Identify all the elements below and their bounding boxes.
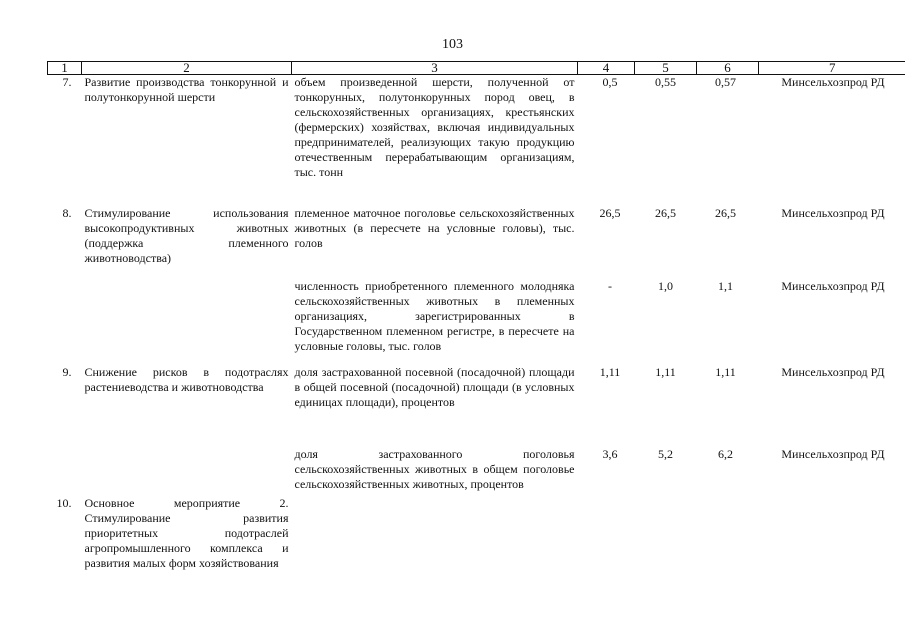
- table-row: [48, 279, 905, 365]
- value-col-6: 6,2: [718, 447, 733, 461]
- executor: Минсельхозпрод РД: [781, 447, 885, 461]
- measure-name: [82, 279, 292, 365]
- value-col-6: [697, 496, 759, 576]
- value-col-4: 3,6: [602, 447, 618, 461]
- table-row: [48, 496, 905, 576]
- row-number: [48, 279, 82, 365]
- executor: Минсельхозпрод РД: [781, 206, 885, 220]
- value-col-4: 1,11: [599, 365, 621, 379]
- value-col-5: 5,2: [658, 447, 673, 461]
- page-number: 103: [442, 37, 463, 52]
- indicator-description: доля застрахованного поголовья сельскохозяйственных животных в общем поголовье сельскохозяйственных животных, процентов: [294, 447, 575, 491]
- indicator-description: [292, 496, 578, 576]
- column-header-2: 2: [82, 62, 292, 75]
- value-col-5: 1,0: [658, 279, 673, 293]
- row-number: 10.: [56, 496, 72, 510]
- column-header-4: 4: [578, 62, 635, 75]
- value-col-5: 0,55: [655, 75, 676, 89]
- measure-name: Основное мероприятие 2. Стимулирование развития приоритетных подотраслей агропромышленного комплекса и развития малых форм хозяйствования: [84, 496, 289, 570]
- measure-name: Развитие производства тонкорунной и полутонкорунной шерсти: [84, 75, 289, 104]
- value-col-6: 26,5: [715, 206, 736, 220]
- column-header-5: 5: [635, 62, 697, 75]
- value-col-6: 1,1: [718, 279, 733, 293]
- table-row: [48, 447, 905, 496]
- value-col-4: 0,5: [602, 75, 618, 89]
- row-number: 9.: [62, 365, 72, 379]
- indicator-description: племенное маточное поголовье сельскохозяйственных животных (в пересчете на условные головы), тыс. голов: [294, 206, 575, 250]
- executor: [759, 496, 905, 576]
- measure-name: [82, 447, 292, 496]
- value-col-5: 1,11: [655, 365, 676, 379]
- value-col-5: 26,5: [655, 206, 676, 220]
- value-col-5: [635, 496, 697, 576]
- measure-name: Снижение рисков в подотраслях растениеводства и животноводства: [84, 365, 289, 394]
- table-row: [48, 75, 905, 207]
- value-col-6: 1,11: [715, 365, 736, 379]
- program-indicators-table: [47, 61, 905, 576]
- table-row: [48, 206, 905, 279]
- row-number: 7.: [62, 75, 72, 89]
- table-row: [48, 365, 905, 447]
- executor: Минсельхозпрод РД: [781, 279, 885, 293]
- value-col-6: 0,57: [715, 75, 736, 89]
- indicator-description: доля застрахованной посевной (посадочной) площади в общей посевной (посадочной) площади (в условных единицах площади), процентов: [294, 365, 575, 409]
- column-header-3: 3: [292, 62, 578, 75]
- value-col-4: -: [608, 279, 612, 293]
- row-number: 8.: [62, 206, 72, 220]
- executor: Минсельхозпрод РД: [781, 75, 885, 89]
- indicator-description: численность приобретенного племенного молодняка сельскохозяйственных животных в племенных организациях, зарегистрированных в Государственном племенном регистре, в пересчете на условные головы, тыс. голов: [294, 279, 575, 353]
- value-col-4: [578, 496, 635, 576]
- column-number-header-row: [48, 62, 905, 75]
- measure-name: Стимулирование использования высокопродуктивных животных (поддержка племенного животноводства): [84, 206, 289, 265]
- column-header-7: 7: [759, 62, 905, 75]
- column-header-1: 1: [48, 62, 82, 75]
- row-number: [48, 447, 82, 496]
- executor: Минсельхозпрод РД: [781, 365, 885, 379]
- indicator-description: объем произведенной шерсти, полученной от тонкорунных, полутонкорунных пород овец, в сельскохозяйственных организациях, крестьянских (фермерских) хозяйствах, включая индивидуальных предпринимателей, реализующих такую продукцию отечественным перерабатывающим организациям, тыс. тонн: [294, 75, 575, 179]
- column-header-6: 6: [697, 62, 759, 75]
- value-col-4: 26,5: [599, 206, 621, 220]
